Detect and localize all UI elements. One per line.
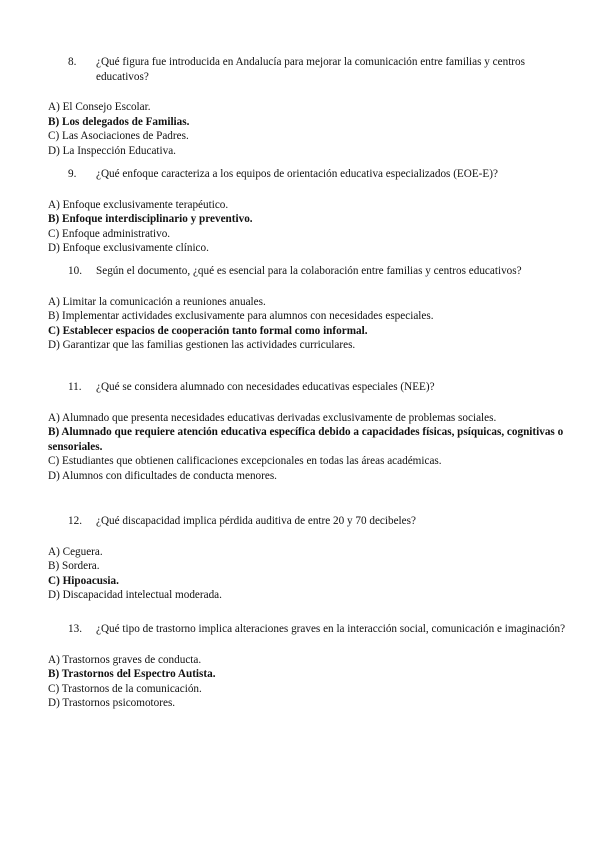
answer-option-d: D) Enfoque exclusivamente clínico. bbox=[48, 242, 209, 255]
answer-option-b-correct: B) Alumnado que requiere atención educativa específica debido a capacidades físicas, psíquicas, cognitivas o sensoriales. bbox=[48, 426, 564, 453]
answer-option-c-correct: C) Establecer espacios de cooperación tanto formal como informal. bbox=[48, 324, 368, 337]
answer-option-a: A) Limitar la comunicación a reuniones anuales. bbox=[48, 295, 266, 308]
question-block bbox=[48, 622, 568, 711]
question-number: 8. bbox=[68, 56, 77, 68]
answer-option-c-correct: C) Hipoacusia. bbox=[48, 574, 119, 587]
answer-option-a: A) Trastornos graves de conducta. bbox=[48, 653, 202, 666]
answer-option-c: C) Las Asociaciones de Padres. bbox=[48, 130, 189, 143]
answer-option-a: A) Alumnado que presenta necesidades educativas derivadas exclusivamente de problemas sociales. bbox=[48, 411, 497, 424]
answer-option-b-correct: B) Los delegados de Familias. bbox=[48, 115, 190, 128]
answer-options bbox=[48, 411, 568, 484]
question-stem bbox=[48, 167, 568, 182]
question-stem bbox=[48, 622, 568, 637]
question-stem bbox=[48, 264, 568, 279]
answer-option-d: D) Discapacidad intelectual moderada. bbox=[48, 589, 222, 602]
question-number: 12. bbox=[68, 515, 82, 527]
question-number: 10. bbox=[68, 265, 82, 277]
answer-option-a: A) El Consejo Escolar. bbox=[48, 101, 151, 114]
question-text: ¿Qué discapacidad implica pérdida auditiva de entre 20 y 70 decibeles? bbox=[96, 515, 416, 527]
answer-options bbox=[48, 545, 568, 603]
question-text: ¿Qué enfoque caracteriza a los equipos de orientación educativa especializados (EOE-E)? bbox=[96, 168, 498, 180]
question-text: ¿Qué se considera alumnado con necesidades educativas especiales (NEE)? bbox=[96, 381, 435, 393]
question-text: Según el documento, ¿qué es esencial para la colaboración entre familias y centros educativos? bbox=[96, 265, 522, 277]
answer-option-b-correct: B) Trastornos del Espectro Autista. bbox=[48, 668, 216, 681]
question-number: 11. bbox=[68, 381, 82, 393]
question-stem bbox=[48, 514, 568, 529]
question-stem bbox=[48, 380, 568, 395]
answer-options bbox=[48, 198, 568, 256]
answer-option-b-correct: B) Enfoque interdisciplinario y preventivo. bbox=[48, 213, 253, 226]
question-number: 13. bbox=[68, 623, 82, 635]
answer-option-a: A) Enfoque exclusivamente terapéutico. bbox=[48, 198, 229, 211]
question-stem bbox=[48, 55, 568, 84]
question-number: 9. bbox=[68, 168, 77, 180]
answer-option-d: D) Garantizar que las familias gestionen las actividades curriculares. bbox=[48, 339, 356, 352]
answer-options bbox=[48, 100, 568, 158]
answer-options bbox=[48, 653, 568, 711]
answer-options bbox=[48, 295, 568, 353]
question-block bbox=[48, 514, 568, 603]
answer-option-d: D) La Inspección Educativa. bbox=[48, 144, 176, 157]
answer-option-b: B) Implementar actividades exclusivamente para alumnos con necesidades especiales. bbox=[48, 310, 434, 323]
answer-option-d: D) Alumnos con dificultades de conducta menores. bbox=[48, 469, 277, 482]
question-block bbox=[48, 55, 568, 159]
question-block bbox=[48, 264, 568, 353]
answer-option-c: C) Enfoque administrativo. bbox=[48, 227, 171, 240]
answer-option-c: C) Estudiantes que obtienen calificaciones excepcionales en todas las áreas académicas. bbox=[48, 455, 442, 468]
question-text: ¿Qué figura fue introducida en Andalucía para mejorar la comunicación entre familias y centros educativos? bbox=[96, 56, 525, 83]
answer-option-d: D) Trastornos psicomotores. bbox=[48, 697, 176, 710]
question-block bbox=[48, 380, 568, 484]
answer-option-a: A) Ceguera. bbox=[48, 545, 103, 558]
answer-option-c: C) Trastornos de la comunicación. bbox=[48, 682, 202, 695]
answer-option-b: B) Sordera. bbox=[48, 560, 100, 573]
question-block bbox=[48, 167, 568, 256]
question-text: ¿Qué tipo de trastorno implica alteraciones graves en la interacción social, comunicación e imaginación? bbox=[96, 623, 566, 635]
